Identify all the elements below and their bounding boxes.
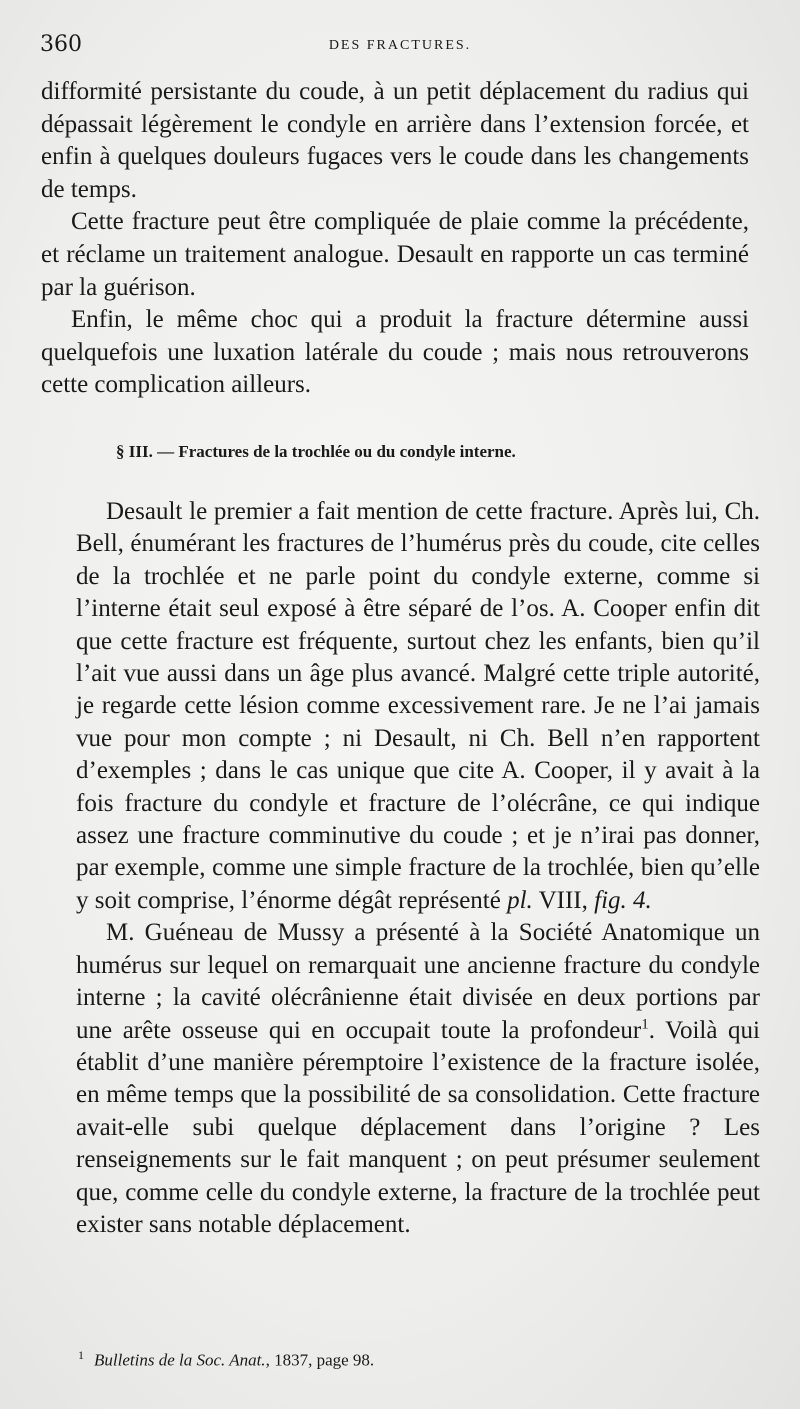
plate-reference-number: VIII, [532,886,595,914]
footnote-source: Bulletins de la Soc. Anat. [94,1350,266,1370]
page-number: 360 [40,32,82,57]
paragraph-desault-text: Desault le premier a fait mention de cette fracture. Après lui, Ch. Bell, énumérant les fractures de l’humérus près du coude, cite celles de la trochlée et ne parle point du condyle externe, comme si l’interne était seul exposé à être séparé de l’os. A. Cooper enfin dit que cette fracture est fréquente, surtout chez les enfants, bien qu’il l’ait vue aussi dans un âge plus avancé. Malgré cette triple autorité, je regarde cette lésion comme excessivement rare. Je ne l’ai jamais vue pour mon compte ; ni Desault, ni Ch. Bell n’en rapportent d’exemples ; dans le cas unique que cite A. Cooper, il y avait à la fois fracture du condyle et fracture de l’olécrâne, ce qui indique assez une fracture comminutive du coude ; et je n’irai pas donner, par exemple, comme une simple fracture de la trochlée, bien qu’elle y soit comprise, l’énorme dégât représenté [76,498,760,914]
section-heading: § III. — Fractures de la trochlée ou du condyle interne. [116,442,516,461]
footnote [78,1348,738,1371]
running-head: DES FRACTURES. [328,38,472,53]
paragraph-complication: Cette fracture peut être compliquée de plaie comme la précédente, et réclame un traitement analogue. Desault en rapporte un cas terminé par la guérison. [41,208,749,301]
lower-text-block [76,496,760,1241]
upper-text-block [41,76,749,402]
paragraph-luxation: Enfin, le même choc qui a produit la fracture détermine aussi quelquefois une luxation latérale du coude ; mais nous retrouverons cette complication ailleurs. [41,306,749,399]
page-header [40,30,760,60]
paragraph-gueneau-text-b: . Voilà qui établit d’une manière péremptoire l’existence de la fracture isolée, en même temps que la possibilité de sa consolidation. Cette fracture avait-elle subi quelque déplacement dans l’origine ? Les renseignements sur le fait manquent ; on peut présumer seulement que, comme celle du condyle externe, la fracture de la trochlée peut exister sans notable déplacement. [76,1016,760,1238]
paragraph-continuation: difformité persistante du coude, à un petit déplacement du radius qui dépassait légèrement le condyle en arrière dans l’extension forcée, et enfin à quelques douleurs fugaces vers le coude dans les changements de temps. [41,78,749,203]
footnote-mark: 1 [78,1348,84,1362]
footnote-details: , 1837, page 98. [265,1350,375,1370]
plate-reference-pl: pl. [507,886,533,914]
paragraph-gueneau-text-a: M. Guéneau de Mussy a présenté à la Société Anatomique un humérus sur lequel on remarquait une ancienne fracture du condyle interne ; la cavité olécrânienne était divisée en deux portions par une arête osseuse qui en occupait toute la profondeur [76,919,760,1044]
footnote-reference-mark[interactable]: 1 [641,1016,649,1033]
paragraph-gueneau [76,917,760,1241]
paragraph-desault [76,496,760,917]
plate-reference-fig: fig. 4. [594,886,652,914]
